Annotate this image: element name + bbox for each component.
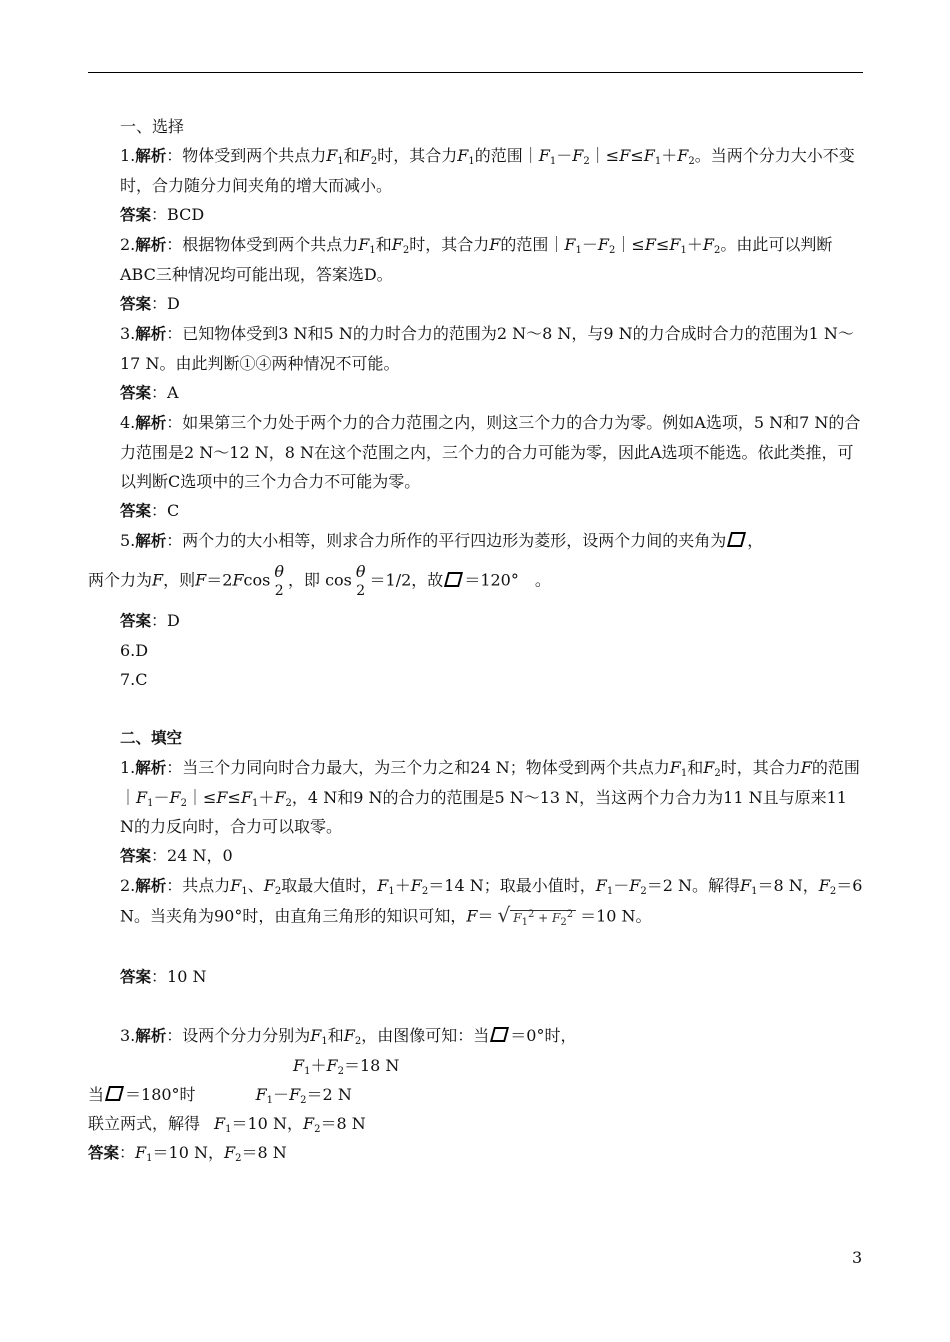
- f1-analysis: 1.解析：当三个力同向时合力最大，为三个力之和24 N；物体受到两个共点力$F_1$和$F_2$时，其合力F的范围$|F_1-F_2|\le F\le F_1+F_2$，4 N和9 N的合力的范围是5 N～13 N，当这两个力合力为11 N且与原来11 N的力反向时，合力可以取零。: [120, 758, 860, 836]
- q6-answer: 6.D: [120, 641, 149, 660]
- q5-analysis: 5.解析：两个力的大小相等，则求合力所作的平行四边形为菱形，设两个力间的夹角为 ，: [120, 531, 764, 550]
- q5-answer: 答案：D: [120, 611, 180, 630]
- page-number: 3: [852, 1248, 863, 1267]
- q4-answer: 答案：C: [120, 501, 180, 520]
- q5-formula-line: 两个力为F，则F＝2Fcos θ 2 ，即 cos θ 2 ＝1/2，故 ＝120° 。: [88, 562, 551, 599]
- fraction-theta-over-2-second: θ 2: [355, 562, 366, 599]
- f2-answer: 答案：10 N: [120, 967, 207, 986]
- theta-box-icon: [490, 1027, 509, 1042]
- theta-box-icon: [727, 532, 746, 547]
- section-title-choice: 一、选择: [120, 117, 185, 136]
- f3-analysis: 3.解析：设两个分力分别为$F_1$和$F_2$，由图像可知：当 ＝0°时，: [120, 1026, 577, 1047]
- q2-analysis: 2.解析：根据物体受到两个共点力$F_1$和$F_2$时，其合力F的范围$|F_1-F_2|\le F\le F_1+F_2$。由此可以判断ABC三种情况均可能出现，答案选D。: [120, 235, 833, 284]
- section-title-fill: 二、填空: [120, 729, 183, 747]
- sqrt-expression: √ $F_1^2 + F_2^2$: [498, 901, 577, 933]
- theta-box-icon: [105, 1086, 124, 1101]
- f3-equation-3: 联立两式，解得 $F_1=10$ N，$F_2=8$ N: [88, 1114, 366, 1135]
- document-body: [88, 112, 866, 1168]
- q3-answer: 答案：A: [120, 383, 179, 402]
- q4-analysis: 4.解析：如果第三个力处于两个力的合力范围之内，则这三个力的合力为零。例如A选项，5 N和7 N的合力范围是2 N～12 N，8 N在这个范围之内，三个力的合力可能为零，因此A选项不能选。依此类推，可以判断C选项中的三个力合力不可能为零。: [120, 413, 861, 491]
- f2-analysis: 2.解析：共点力$F_1$、$F_2$取最大值时，$F_1+F_2=14$ N；取最小值时，$F_1-F_2=2$ N。解得$F_1=8$ N，$F_2=6$ N。当夹角为90°时，由直角三角形的知识可知，F＝ √ $F_1^2 + F_2^2 =10$ N。: [88, 871, 866, 933]
- q7-answer: 7.C: [120, 670, 148, 689]
- f3-answer: 答案：$F_1=10$ N，$F_2=8$ N: [88, 1143, 287, 1164]
- theta-box-icon: [444, 572, 463, 587]
- q1-analysis: 1.解析：物体受到两个共点力$F_1$和$F_2$时，其合力$F_1$的范围$|F_1-F_2|\le F\le F_1+F_2$。当两个分力大小不变时，合力随分力间夹角的增大而减小。: [120, 146, 855, 195]
- f1-answer: 答案：24 N，0: [120, 846, 233, 865]
- q3-analysis: 3.解析：已知物体受到3 N和5 N的力时合力的范围为2 N～8 N，与9 N的力合成时合力的范围为1 N～17 N。由此判断①④两种情况不可能。: [120, 324, 854, 373]
- f3-equation-2: 当 ＝180°时 $F_1-F_2=2$ N: [88, 1085, 352, 1106]
- q1-answer: 答案：BCD: [120, 205, 205, 224]
- fraction-theta-over-2: θ 2: [274, 562, 284, 599]
- q2-answer: 答案：D: [120, 294, 180, 313]
- f3-equation-1: $F_1+F_2=18$ N: [293, 1056, 400, 1077]
- header-rule: [88, 72, 863, 73]
